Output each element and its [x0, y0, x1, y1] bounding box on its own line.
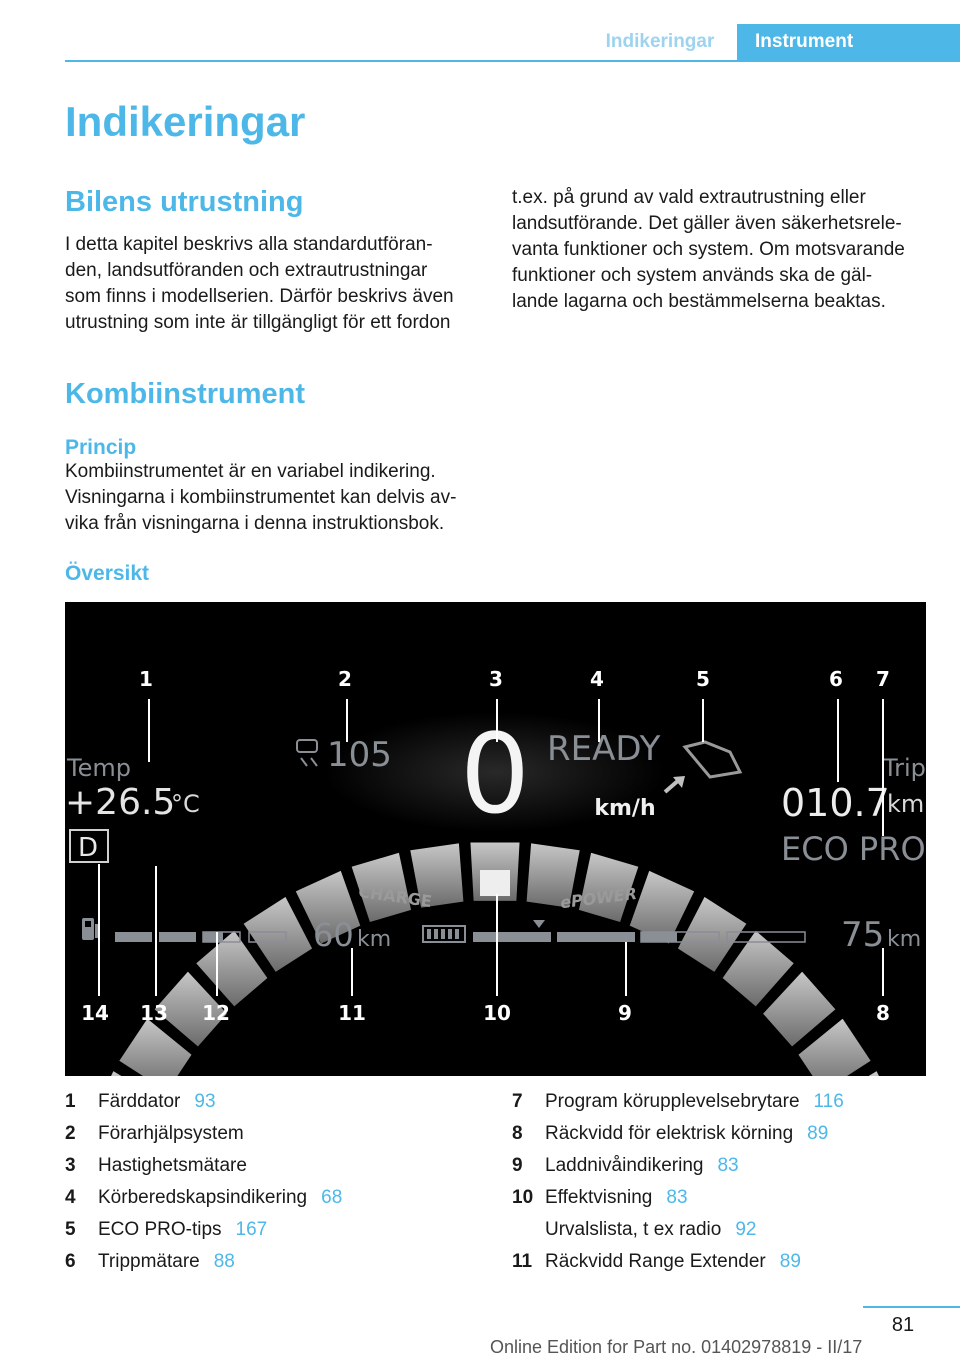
temp-value: +26.5 [65, 782, 176, 823]
legend-page-link[interactable]: 89 [779, 1251, 801, 1272]
instrument-cluster-figure [65, 602, 926, 1076]
legend-page-link[interactable]: 89 [807, 1123, 829, 1144]
battery-level-bar-1 [473, 932, 551, 942]
callout-2: 2 [338, 667, 352, 691]
text-line: utrustning som inte är tillgängligt för ett fordon [65, 312, 451, 333]
callout-12: 12 [202, 1001, 230, 1025]
callout-6: 6 [829, 667, 843, 691]
legend-number: 5 [65, 1219, 76, 1240]
header-tab-section[interactable]: Indikeringar [605, 31, 715, 52]
legend-left [65, 1086, 342, 1278]
legend-page-link[interactable]: 116 [813, 1091, 844, 1112]
drive-mode: ECO PRO [781, 830, 926, 868]
battery-level-bar-3-fill [641, 932, 677, 942]
header-tab-chapter[interactable]: Instrument [737, 24, 960, 60]
trip-value: 010.7 [781, 781, 890, 825]
footer-edition: Online Edition for Part no. 01402978819 - II/17 [490, 1337, 863, 1357]
legend-label: Hastighetsmätare [98, 1155, 247, 1176]
section-heading-instrument: Kombiinstrument [65, 378, 306, 410]
legend-item [65, 1086, 342, 1118]
legend-number: 4 [65, 1187, 76, 1208]
rex-fuel-bar-3-fill [203, 932, 223, 942]
callout-7: 7 [876, 667, 890, 691]
legend-number: 6 [65, 1251, 76, 1272]
speed-value: 0 [460, 710, 530, 838]
page-title: Indikeringar [65, 98, 306, 145]
legend-page-link[interactable]: 92 [735, 1219, 757, 1240]
electric-range-unit: km [887, 927, 922, 952]
rex-fuel-bar-1 [115, 932, 152, 942]
battery-marker-icon [533, 920, 545, 928]
eco-pro-tip-icon [665, 742, 740, 792]
section-heading-equipment: Bilens utrustning [65, 186, 304, 218]
page-number-rule [863, 1306, 960, 1308]
subheading-principle: Princip [65, 436, 137, 459]
legend-number: 3 [65, 1155, 76, 1176]
legend-number: 1 [65, 1091, 76, 1112]
text-line: som finns i modellserien. Därför beskrivs även [65, 286, 454, 307]
trip-unit: km [887, 790, 925, 818]
text-line: Visningarna i kombiinstrumentet kan delvis av- [65, 487, 457, 508]
callout-5: 5 [696, 667, 710, 691]
callout-14: 14 [81, 1001, 109, 1025]
text-line: lande lagarna och bestämmelserna beaktas. [512, 291, 886, 312]
equipment-text-col1 [65, 232, 454, 336]
legend-item [65, 1246, 342, 1278]
power-center-marker [480, 870, 510, 896]
legend-label: Räckvidd Range Extender [545, 1251, 766, 1272]
text-line: vika från visningarna i denna instruktionsbok. [65, 513, 445, 534]
legend-item [65, 1182, 342, 1214]
legend-page-link[interactable]: 83 [717, 1155, 739, 1176]
callout-1: 1 [139, 667, 153, 691]
text-line: I detta kapitel beskrivs alla standardutföran- [65, 234, 433, 255]
callout-13: 13 [140, 1001, 168, 1025]
text-line: vanta funktioner och system. Om motsvarande [512, 239, 905, 260]
legend-item [65, 1150, 342, 1182]
text-line: landsutförande. Det gäller även säkerhetsrele- [512, 213, 902, 234]
electric-range-value: 75 [841, 915, 885, 955]
callout-4: 4 [590, 667, 604, 691]
speed-unit: km/h [594, 796, 656, 821]
legend-item [65, 1214, 342, 1246]
legend-label: ECO PRO-tips [98, 1219, 222, 1240]
legend-page-link[interactable]: 93 [194, 1091, 216, 1112]
temp-label: Temp [67, 754, 131, 782]
legend-number: 2 [65, 1123, 76, 1144]
rex-fuel-bar-2 [159, 932, 196, 942]
battery-icon [423, 926, 465, 942]
assist-value: 105 [327, 735, 392, 775]
callout-3: 3 [489, 667, 503, 691]
legend-item [512, 1118, 844, 1150]
battery-level-bar-2 [557, 932, 635, 942]
legend-item [512, 1182, 844, 1214]
page-number: 81 [891, 1314, 915, 1336]
callout-9: 9 [618, 1001, 632, 1025]
legend-item [512, 1150, 844, 1182]
legend-page-link[interactable]: 68 [321, 1187, 343, 1208]
principle-text [65, 459, 456, 537]
legend-label: Färddator [98, 1091, 181, 1112]
legend-page-link[interactable]: 83 [666, 1187, 688, 1208]
legend-page-link[interactable]: 88 [213, 1251, 235, 1272]
legend-label: Räckvidd för elektrisk körning [545, 1123, 794, 1144]
text-line: t.ex. på grund av vald extrautrustning eller [512, 187, 866, 208]
charge-label: CHARGE [357, 881, 434, 912]
legend-number: 8 [512, 1123, 523, 1144]
subheading-overview: Översikt [65, 562, 150, 585]
legend-label: Laddnivåindikering [545, 1155, 704, 1176]
legend-label: Körberedskapsindikering [98, 1187, 308, 1208]
legend-item [512, 1214, 844, 1246]
legend-item [512, 1086, 844, 1118]
driver-assist-icon [297, 740, 317, 766]
legend-label: Trippmätare [98, 1251, 200, 1272]
epower-label: ePOWER [559, 883, 638, 913]
legend-label: Program körupplevelsebrytare [545, 1091, 800, 1112]
trip-label: Trip [883, 754, 926, 782]
callout-10: 10 [483, 1001, 511, 1025]
text-line: den, landsutföranden och extrautrustningar [65, 260, 428, 281]
legend-item [512, 1246, 844, 1278]
legend-right [512, 1086, 844, 1278]
callout-11: 11 [338, 1001, 366, 1025]
temp-unit: °C [171, 790, 200, 818]
legend-page-link[interactable]: 167 [235, 1219, 268, 1240]
legend-label: Förarhjälpsystem [98, 1123, 244, 1144]
callout-8: 8 [876, 1001, 890, 1025]
rex-range-unit: km [357, 927, 392, 952]
legend-label: Urvalslista, t ex radio [545, 1219, 722, 1240]
text-line: funktioner och system används ska de gäl- [512, 265, 873, 286]
legend-number: 9 [512, 1155, 523, 1176]
header-rule [65, 60, 960, 62]
legend-number: 10 [512, 1187, 534, 1208]
legend-label: Effektvisning [545, 1187, 653, 1208]
equipment-text-col2 [512, 185, 905, 315]
rex-range-value: 60 [313, 916, 354, 954]
legend-number: 11 [512, 1251, 533, 1272]
gear-indicator: D [78, 833, 99, 863]
ready-indicator: READY [547, 729, 661, 769]
text-line: Kombiinstrumentet är en variabel indikering. [65, 461, 436, 482]
legend-item [65, 1118, 342, 1150]
legend-number: 7 [512, 1091, 523, 1112]
instrument-cluster-svg [65, 602, 926, 1076]
fuel-pump-icon [82, 918, 98, 940]
